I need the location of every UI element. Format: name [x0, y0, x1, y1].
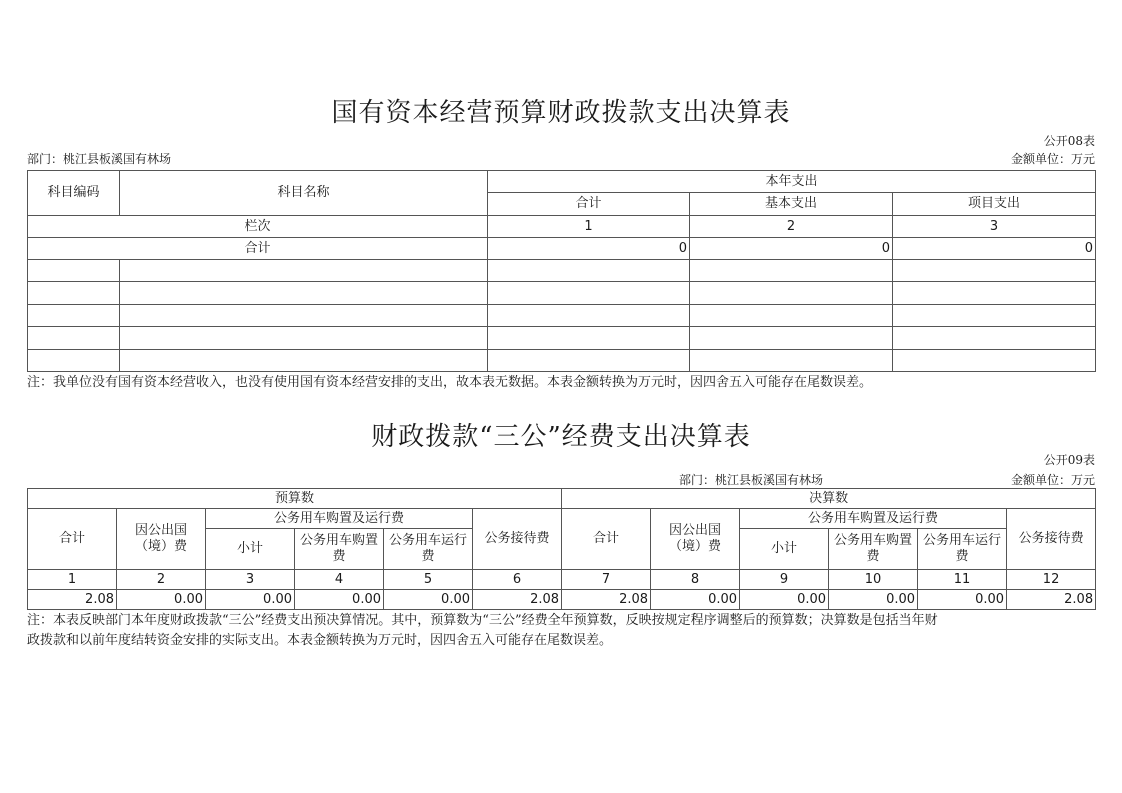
col-num-8: 8	[651, 570, 740, 590]
header-budget-reception: 公务接待费	[473, 509, 562, 570]
header-budget-car: 公务用车购置及运行费	[206, 509, 473, 529]
value-budget-total: 2.08	[28, 590, 117, 610]
header-final-total: 合计	[562, 509, 651, 570]
total-row-label: 合计	[28, 238, 488, 260]
table1	[27, 170, 1096, 372]
column-number-1: 1	[488, 216, 690, 238]
table1-department: 部门：桃江县板溪国有林场	[27, 152, 172, 166]
table2-note-line2: 政拨款和以前年度结转资金安排的实际支出。本表金额转换为万元时，因四舍五入可能存在尾数误差。	[27, 633, 613, 648]
col-num-11: 11	[918, 570, 1007, 590]
value-row	[28, 590, 1096, 610]
header-final-accounts: 决算数	[562, 489, 1096, 509]
header-final-subtotal: 小计	[740, 529, 829, 570]
header-budget-car-purchase: 公务用车购置费	[295, 529, 384, 570]
table1-note: 注：我单位没有国有资本经营收入，也没有使用国有资本经营安排的支出，故本表无数据。本表金额转换为万元时，因四舍五入可能存在尾数误差。	[27, 375, 873, 390]
value-budget-reception: 2.08	[473, 590, 562, 610]
value-final-total: 2.08	[562, 590, 651, 610]
table2-department: 部门：桃江县板溪国有林场	[679, 473, 824, 487]
table2-note-line1: 注：本表反映部门本年度财政拨款“三公”经费支出预决算情况。其中，预算数为“三公”经费全年预算数，反映按规定程序调整后的预算数；决算数是包括当年财	[27, 613, 938, 628]
table2-form-number: 公开09表	[1043, 453, 1095, 467]
column-number-label: 栏次	[28, 216, 488, 238]
header-subject-name: 科目名称	[120, 171, 488, 216]
table1-form-number: 公开08表	[1043, 134, 1095, 148]
col-num-3: 3	[206, 570, 295, 590]
col-num-7: 7	[562, 570, 651, 590]
col-num-9: 9	[740, 570, 829, 590]
header-budget-car-operation: 公务用车运行费	[384, 529, 473, 570]
table2-title: 财政拨款“三公”经费支出决算表	[371, 422, 751, 452]
table-row	[28, 327, 1096, 350]
table1-amount-unit: 金额单位：万元	[1010, 152, 1095, 166]
value-budget-car-purchase: 0.00	[295, 590, 384, 610]
value-final-subtotal: 0.00	[740, 590, 829, 610]
table2	[27, 488, 1096, 610]
total-value-1: 0	[488, 238, 690, 260]
header-budget-subtotal: 小计	[206, 529, 295, 570]
value-budget-abroad: 0.00	[117, 590, 206, 610]
col-num-1: 1	[28, 570, 117, 590]
col-num-6: 6	[473, 570, 562, 590]
header-final-car: 公务用车购置及运行费	[740, 509, 1007, 529]
value-budget-subtotal: 0.00	[206, 590, 295, 610]
header-project-expenditure: 项目支出	[893, 193, 1096, 216]
column-number-row	[28, 570, 1096, 590]
header-basic-expenditure: 基本支出	[690, 193, 893, 216]
col-num-5: 5	[384, 570, 473, 590]
total-value-2: 0	[690, 238, 893, 260]
header-budget-abroad: 因公出国（境）费	[117, 509, 206, 570]
table2-note	[27, 611, 1102, 651]
table-row	[28, 350, 1096, 372]
header-total: 合计	[488, 193, 690, 216]
header-final-car-operation: 公务用车运行费	[918, 529, 1007, 570]
total-value-3: 0	[893, 238, 1096, 260]
table-row	[28, 282, 1096, 305]
table2-amount-unit: 金额单位：万元	[1010, 473, 1095, 487]
header-budget: 预算数	[28, 489, 562, 509]
header-year-expenditure: 本年支出	[488, 171, 1096, 193]
col-num-4: 4	[295, 570, 384, 590]
header-final-reception: 公务接待费	[1007, 509, 1096, 570]
header-subject-code: 科目编码	[28, 171, 120, 216]
value-budget-car-operation: 0.00	[384, 590, 473, 610]
value-final-reception: 2.08	[1007, 590, 1096, 610]
table1-title: 国有资本经营预算财政拨款支出决算表	[331, 98, 791, 128]
header-final-car-purchase: 公务用车购置费	[829, 529, 918, 570]
value-final-car-operation: 0.00	[918, 590, 1007, 610]
header-budget-total: 合计	[28, 509, 117, 570]
value-final-car-purchase: 0.00	[829, 590, 918, 610]
col-num-12: 12	[1007, 570, 1096, 590]
table-row	[28, 260, 1096, 282]
value-final-abroad: 0.00	[651, 590, 740, 610]
column-number-2: 2	[690, 216, 893, 238]
column-number-3: 3	[893, 216, 1096, 238]
col-num-10: 10	[829, 570, 918, 590]
header-final-abroad: 因公出国（境）费	[651, 509, 740, 570]
col-num-2: 2	[117, 570, 206, 590]
table-row	[28, 305, 1096, 327]
